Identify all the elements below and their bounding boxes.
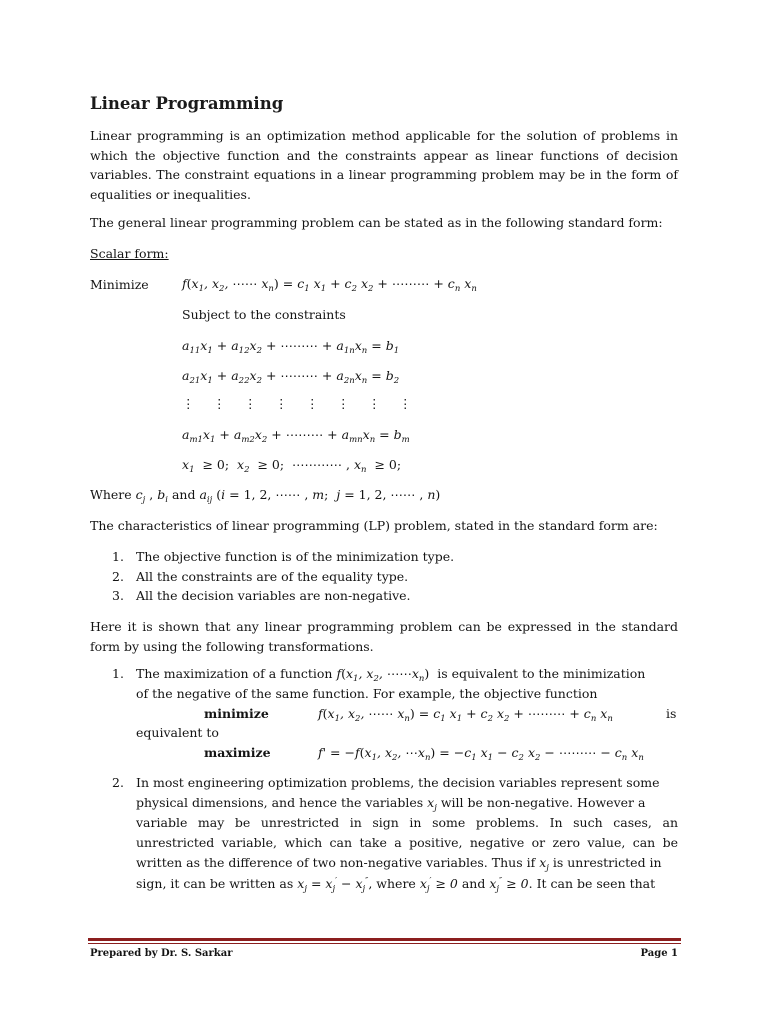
characteristic-number: 3.	[112, 588, 124, 603]
characteristic-number: 1.	[112, 549, 124, 564]
text-segment: , where	[368, 876, 416, 891]
where-symbols: $c_j$ , $b_i$	[135, 487, 168, 505]
where-and: and	[171, 487, 196, 502]
footer-page-number: Page 1	[640, 948, 678, 959]
function-notation: $f(x_1$, $x_2$, $\cdots\cdots x_n$)	[336, 666, 430, 684]
characteristic-number: 2.	[112, 569, 124, 584]
transformation-1-line-1	[136, 666, 646, 684]
split-variable-equation: $x_j = x_j' - x_j''$	[297, 876, 369, 894]
constraint-2: $a_{21}x_1 + a_{22}x_2$ + ⋯⋯⋯ + $a_{2n}x_n = b_2$	[182, 368, 400, 386]
text-segment: physical dimensions, and hence the variables	[136, 795, 424, 810]
intro-paragraph: Linear programming is an optimization method applicable for the solution of problems in which the objective function and the constraints appear as linear functions of decision variables. The constraint equations in a linear programming problem may be in the form of equalities or inequalities.	[90, 128, 678, 202]
maximize-word: maximize	[204, 745, 271, 760]
transformations-intro: Here it is shown that any linear programming problem can be expressed in the standard form by using the following transformations.	[90, 619, 678, 654]
non-negativity-constraints: $x_1 \ge 0$; $x_2 \ge 0$; ⋯⋯⋯⋯ , $x_n \ge 0$;	[182, 457, 402, 475]
characteristic-item: All the decision variables are non-negative.	[136, 588, 411, 603]
transformation-2-line-5	[136, 855, 662, 873]
transformation-1-line-2: of the negative of the same function. For example, the objective function	[136, 686, 598, 701]
constraint-1: $a_{11}x_1 + a_{12}x_2$ + ⋯⋯⋯ + $a_{1n}x_n = b_1$	[182, 338, 400, 356]
characteristic-item: All the constraints are of the equality type.	[136, 569, 409, 584]
page-title: Linear Programming	[90, 94, 284, 113]
where-label: Where	[90, 487, 132, 502]
characteristic-item: The objective function is of the minimization type.	[136, 549, 455, 564]
footer-author: Prepared by Dr. S. Sarkar	[90, 948, 233, 959]
text-segment: The maximization of a function	[136, 666, 333, 681]
objective-function-equation: $f(x_1$, $x_2$, ⋯⋯ $x_n) = c_1$ $x_1 + c_2$ $x_2$ + ⋯⋯⋯ + $c_n$ $x_n$	[182, 276, 477, 294]
transformation-number: 1.	[112, 666, 124, 681]
minimize-label: Minimize	[90, 277, 149, 292]
transformation-number: 2.	[112, 775, 124, 790]
text-segment: sign, it can be written as	[136, 876, 294, 891]
where-index-range: $a_{ij}$ (i = 1, 2, ⋯⋯ , m; j = 1, 2, ⋯⋯ , n)	[199, 487, 441, 505]
maximize-equation: $f' = -f(x_1$, $x_2$, $\cdots x_n) = -c_1$ $x_1 - c_2$ $x_2$ − ⋯⋯⋯ − $c_n$ $x_n$	[318, 745, 644, 763]
transformation-2-line-6	[136, 876, 656, 894]
variable-xj: $x_j$	[427, 795, 437, 813]
transformation-2-line-3: variable may be unrestricted in sign in some problems. In such cases, an	[136, 815, 678, 830]
subject-to-label: Subject to the constraints	[182, 307, 346, 322]
transformation-2-line-2	[136, 795, 646, 813]
text-segment: written as the difference of two non-negative variables. Thus if	[136, 855, 536, 870]
characteristics-intro: The characteristics of linear programming (LP) problem, stated in the standard form are:	[90, 518, 658, 533]
constraint-m: $a_{m1}x_1 + a_{m2}x_2$ + ⋯⋯⋯ + $a_{mn}x_n = b_m$	[182, 427, 410, 445]
variable-xj: $x_j$	[539, 855, 549, 873]
text-segment: . It can be seen that	[528, 876, 656, 891]
nonneg-x-double-prime: $x_j'' \ge 0$	[489, 876, 529, 894]
footer-rule	[88, 938, 681, 941]
transformation-2-line-1: In most engineering optimization problems, the decision variables represent some	[136, 775, 660, 790]
equivalent-to: equivalent to	[136, 725, 219, 740]
nonneg-x-prime: $x_j' \ge 0$	[419, 876, 458, 894]
text-segment: will be non-negative. However a	[440, 795, 646, 810]
general-statement: The general linear programming problem can be stated as in the following standard form:	[90, 215, 663, 230]
text-segment: is equivalent to the minimization	[437, 666, 646, 681]
scalar-form-heading: Scalar form:	[90, 246, 169, 261]
vertical-ellipsis-row: ⋮ ⋮ ⋮ ⋮ ⋮ ⋮ ⋮ ⋮	[182, 396, 412, 411]
minimize-word: minimize	[204, 706, 269, 721]
transformation-2-line-4: unrestricted variable, which can take a positive, negative or zero value, can be	[136, 835, 678, 850]
minimize-equation: $f(x_1$, $x_2$, ⋯⋯ $x_n) = c_1$ $x_1 + c_2$ $x_2$ + ⋯⋯⋯ + $c_n$ $x_n$	[318, 706, 613, 724]
text-segment: and	[461, 876, 486, 891]
footer-rule-thin	[88, 943, 681, 944]
text-segment: is unrestricted in	[552, 855, 662, 870]
is-word: is	[666, 706, 677, 721]
where-line	[90, 487, 441, 505]
